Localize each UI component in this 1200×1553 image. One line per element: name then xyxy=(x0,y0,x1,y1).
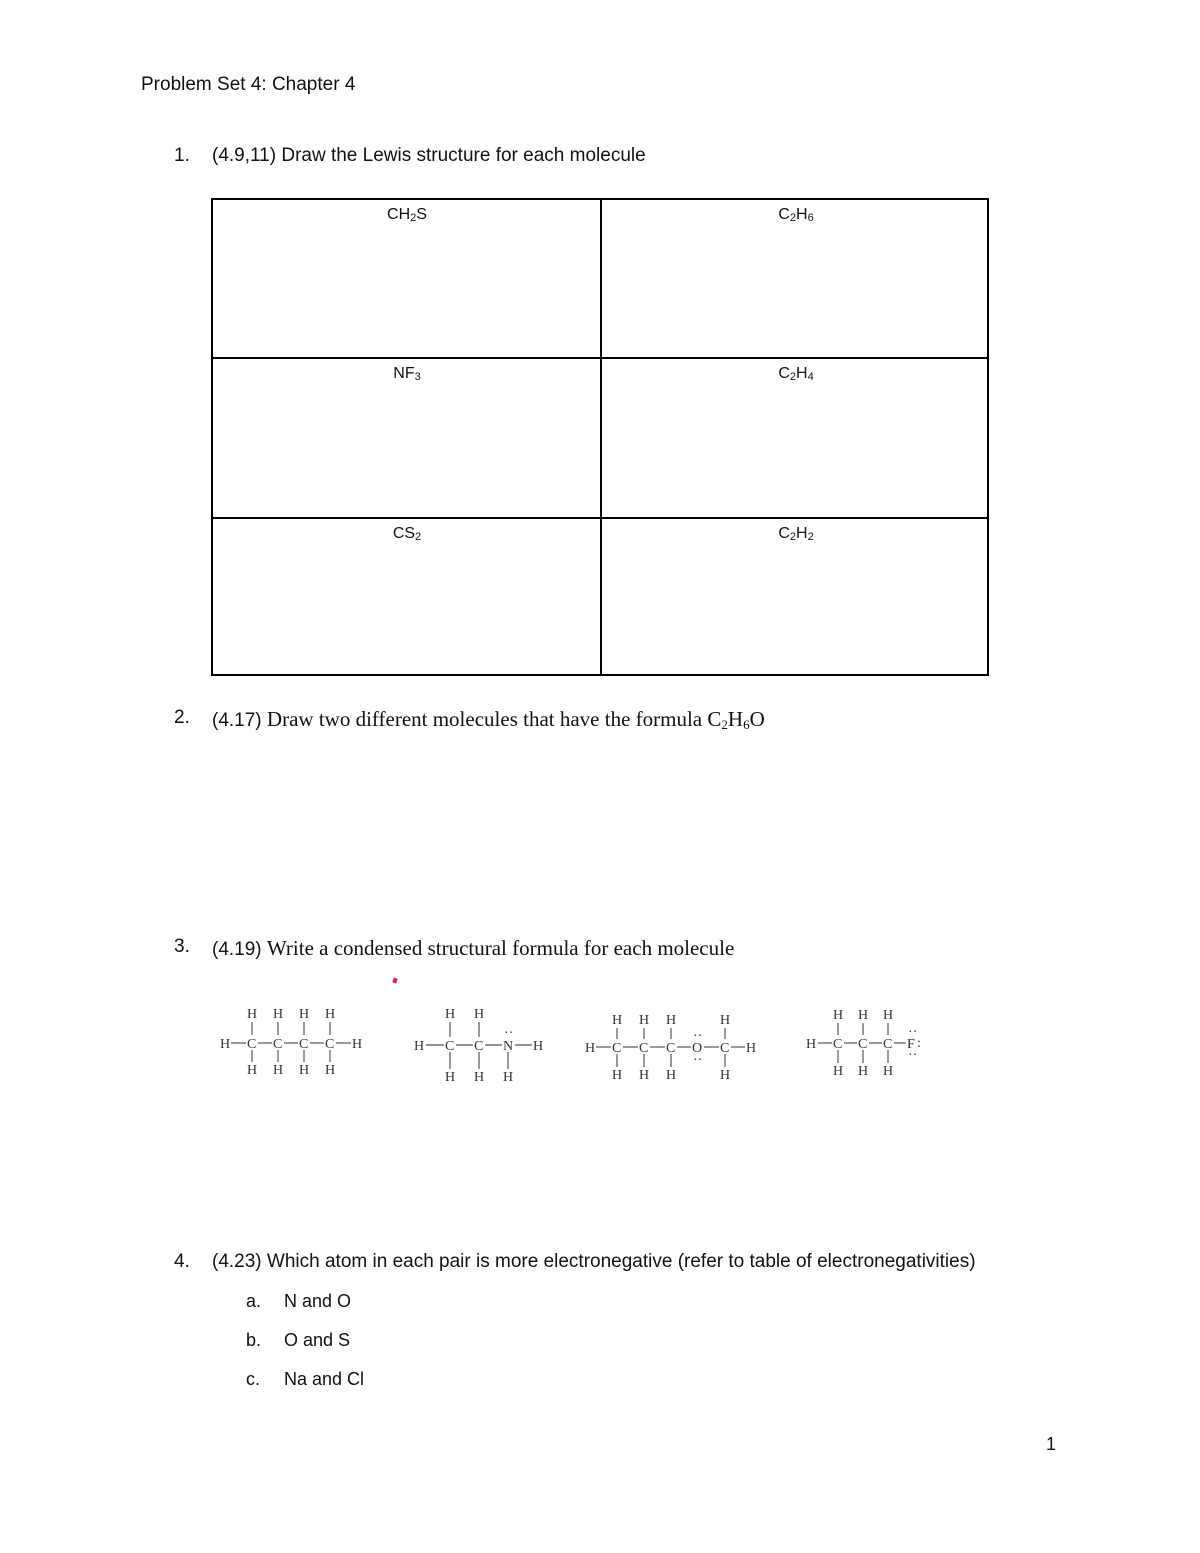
formula-part: H xyxy=(796,365,808,382)
red-ink-mark xyxy=(392,977,397,983)
question-2-text xyxy=(212,707,765,733)
atom-h: H xyxy=(585,1041,596,1056)
atom-c: C xyxy=(273,1037,283,1052)
page-header: Problem Set 4: Chapter 4 xyxy=(141,74,356,95)
lone-pair-dots: ·· xyxy=(693,1029,703,1044)
grid-divider-row-2 xyxy=(213,517,987,519)
item-text: Na and Cl xyxy=(284,1369,365,1389)
atom-h: H xyxy=(858,1064,869,1079)
molecule-ether xyxy=(583,1006,768,1086)
atom-h: H xyxy=(503,1070,514,1085)
atom-h: H xyxy=(299,1007,310,1022)
item-label: b. xyxy=(246,1330,262,1350)
lone-pair-dots: ·· xyxy=(908,1025,918,1040)
atom-h: H xyxy=(833,1008,844,1023)
question-3-ref: (4.19) xyxy=(212,939,262,960)
lone-pair-colon: : xyxy=(917,1036,921,1051)
formula-part: CH xyxy=(387,206,411,223)
atom-c: C xyxy=(720,1041,730,1056)
atom-h: H xyxy=(533,1039,544,1054)
atom-h: H xyxy=(666,1068,677,1083)
molecule-butane xyxy=(214,1004,374,1084)
formula-part: NF xyxy=(393,365,415,382)
atom-o: O xyxy=(692,1041,703,1056)
formula-subscript: 2 xyxy=(410,212,417,224)
atom-c: C xyxy=(299,1037,309,1052)
atom-h: H xyxy=(833,1064,844,1079)
formula-part: C xyxy=(778,525,790,542)
atom-c: C xyxy=(666,1041,676,1056)
item-label: a. xyxy=(246,1291,262,1311)
cell-c2h4-label xyxy=(602,365,990,383)
question-2-ref: (4.17) xyxy=(212,710,262,731)
question-3-prompt: Write a condensed structural formula for each molecule xyxy=(266,936,735,960)
atom-c: C xyxy=(247,1037,257,1052)
cell-c2h2-label xyxy=(602,525,990,543)
atom-h: H xyxy=(299,1063,310,1078)
molecule-ethylamine-atoms xyxy=(414,1007,543,1085)
atom-c: C xyxy=(639,1041,649,1056)
cell-ch2s-label xyxy=(213,206,601,224)
item-text: O and S xyxy=(284,1330,351,1350)
question-2-body xyxy=(267,707,765,731)
formula-subscript: 2 xyxy=(789,531,796,543)
atom-h: H xyxy=(883,1008,894,1023)
atom-h: H xyxy=(247,1007,258,1022)
molecule-ether-atoms xyxy=(585,1013,756,1083)
question-2-number: 2. xyxy=(174,707,190,728)
formula-part: C xyxy=(778,206,790,223)
atom-h: H xyxy=(883,1064,894,1079)
formula-subscript: 6 xyxy=(743,717,750,732)
formula-subscript: 2 xyxy=(415,531,422,543)
lewis-structure-grid xyxy=(211,198,989,676)
formula-part: O xyxy=(749,707,765,731)
atom-h: H xyxy=(325,1063,336,1078)
lone-pair-dots: ·· xyxy=(693,1053,703,1068)
atom-h: H xyxy=(220,1037,231,1052)
question-2-prompt: Draw two different molecules that have the formula C xyxy=(266,707,722,731)
cell-nf3-label xyxy=(213,365,601,383)
grid-divider-row-1 xyxy=(213,357,987,359)
atom-h: H xyxy=(746,1041,757,1056)
formula-part: CS xyxy=(392,525,416,542)
cell-cs2-label xyxy=(213,525,601,543)
question-3-text xyxy=(212,936,734,961)
atom-h: H xyxy=(612,1013,623,1028)
molecule-ethylamine xyxy=(410,1004,555,1086)
question-1-text: (4.9,11) Draw the Lewis structure for each molecule xyxy=(212,145,646,166)
atom-h: H xyxy=(806,1037,817,1052)
atom-h: H xyxy=(474,1007,485,1022)
formula-part: H xyxy=(727,707,744,731)
atom-c: C xyxy=(474,1039,484,1054)
atom-h: H xyxy=(247,1063,258,1078)
formula-subscript: 2 xyxy=(721,717,728,732)
atom-c: C xyxy=(445,1039,455,1054)
item-text: N and O xyxy=(284,1291,352,1311)
atom-h: H xyxy=(720,1013,731,1028)
question-4-text: (4.23) Which atom in each pair is more electronegative (refer to table of electronegativities) xyxy=(212,1251,976,1272)
atom-h: H xyxy=(474,1070,485,1085)
atom-c: C xyxy=(325,1037,335,1052)
question-4-number: 4. xyxy=(174,1251,190,1272)
atom-c: C xyxy=(833,1037,843,1052)
formula-subscript: 3 xyxy=(414,371,421,383)
atom-n: N xyxy=(503,1039,514,1054)
atom-h: H xyxy=(414,1039,425,1054)
atom-h: H xyxy=(612,1068,623,1083)
atom-h: H xyxy=(273,1007,284,1022)
page-number: 1 xyxy=(1046,1434,1057,1454)
atom-h: H xyxy=(273,1063,284,1078)
formula-subscript: 6 xyxy=(807,212,814,224)
atom-h: H xyxy=(666,1013,677,1028)
atom-f: F xyxy=(907,1037,915,1052)
formula-subscript: 2 xyxy=(789,371,796,383)
atom-h: H xyxy=(325,1007,336,1022)
atom-h: H xyxy=(639,1068,650,1083)
grid-divider-vertical xyxy=(600,200,602,674)
lone-pair-dots: ·· xyxy=(908,1048,918,1063)
atom-h: H xyxy=(445,1007,456,1022)
formula-part: H xyxy=(796,525,808,542)
formula-part: C xyxy=(778,365,790,382)
formula-subscript: 4 xyxy=(807,371,814,383)
formula-part: H xyxy=(796,206,808,223)
item-label: c. xyxy=(246,1369,261,1389)
formula-part: S xyxy=(416,206,427,223)
question-1-number: 1. xyxy=(174,145,190,166)
lone-pair-dots: ·· xyxy=(504,1026,514,1041)
atom-h: H xyxy=(720,1068,731,1083)
atom-h: H xyxy=(352,1037,363,1052)
formula-subscript: 2 xyxy=(789,212,796,224)
molecule-fluoropropane xyxy=(804,1003,934,1083)
atom-h: H xyxy=(858,1008,869,1023)
atom-c: C xyxy=(883,1037,893,1052)
question-3-number: 3. xyxy=(174,936,190,957)
formula-subscript: 2 xyxy=(807,531,814,543)
cell-c2h6-label xyxy=(602,206,990,224)
atom-h: H xyxy=(445,1070,456,1085)
atom-h: H xyxy=(639,1013,650,1028)
atom-c: C xyxy=(612,1041,622,1056)
atom-c: C xyxy=(858,1037,868,1052)
